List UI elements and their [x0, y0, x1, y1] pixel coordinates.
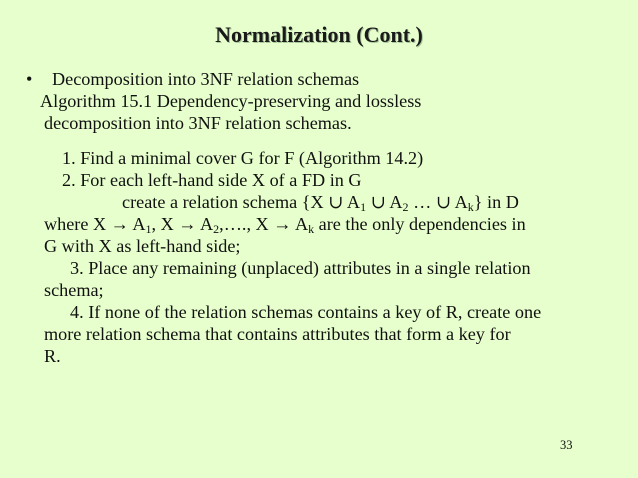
where-part-a: where X → A	[44, 214, 146, 234]
step-3-line-2: schema;	[44, 280, 104, 300]
subscript-1: 1	[360, 200, 367, 214]
step-3-line-1: 3. Place any remaining (unplaced) attributes in a single relation	[70, 258, 531, 278]
step-4-line-2: more relation schema that contains attributes that form a key for	[44, 324, 511, 344]
g-line: G with X as left-hand side;	[44, 236, 241, 256]
subscript-2: 2	[402, 200, 409, 214]
schema-part-a: create a relation schema {X ∪ A	[122, 192, 361, 212]
schema-part-d: } in D	[473, 192, 519, 212]
subscript-k: k	[467, 200, 474, 214]
slide-title: Normalization (Cont.)	[215, 22, 423, 47]
schema-part-b: ∪ A	[366, 192, 403, 212]
schema-line	[26, 191, 626, 213]
algorithm-title-line-2: decomposition into 3NF relation schemas.	[44, 113, 352, 133]
bullet-icon: •	[26, 69, 33, 89]
step-2: 2. For each left-hand side X of a FD in G	[62, 170, 362, 190]
where-part-d: are the only dependencies in	[314, 214, 526, 234]
schema-part-c: … ∪ A	[408, 192, 468, 212]
bullet-line	[26, 68, 626, 90]
slide-body	[26, 68, 626, 367]
step-1: 1. Find a minimal cover G for F (Algorithm 14.2)	[62, 148, 424, 168]
step-4-line-1: 4. If none of the relation schemas contains a key of R, create one	[70, 302, 542, 322]
where-subscript-1: 1	[145, 222, 152, 236]
algorithm-title-line-1: Algorithm 15.1 Dependency-preserving and lossless	[40, 91, 422, 111]
bullet-text: Decomposition into 3NF relation schemas	[52, 69, 360, 89]
where-subscript-k: k	[308, 222, 315, 236]
where-subscript-2: 2	[213, 222, 220, 236]
spacer	[26, 134, 626, 147]
where-line	[26, 213, 626, 235]
where-part-b: , X → A	[151, 214, 214, 234]
step-4-line-3: R.	[44, 346, 61, 366]
page-number: 33	[560, 438, 573, 452]
where-part-c: ,…., X → A	[219, 214, 309, 234]
